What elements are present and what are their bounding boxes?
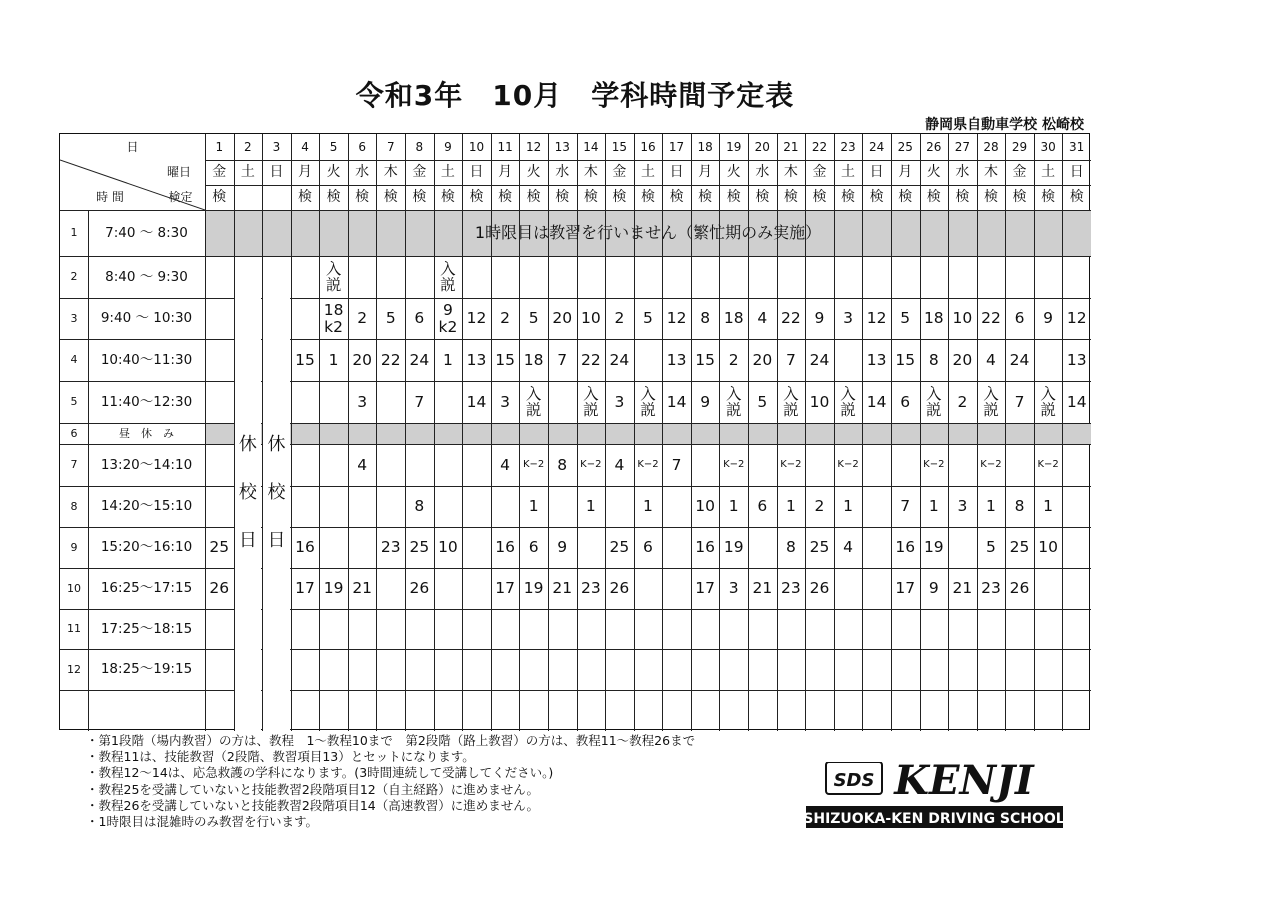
weekday: 火 <box>926 164 941 181</box>
schedule-cell: 1 <box>585 497 596 516</box>
schedule-cell: 入 説 <box>525 384 542 419</box>
weekday: 火 <box>726 164 741 181</box>
period-time: 11:40～12:30 <box>100 393 193 410</box>
day-number: 12 <box>526 139 542 154</box>
period-number: 2 <box>70 270 78 284</box>
schedule-cell: 1 <box>785 497 796 516</box>
school-name: 静岡県自動車学校 松崎校 <box>925 117 1084 133</box>
schedule-cell: 入 説 <box>583 384 599 419</box>
day-number: 15 <box>611 139 628 154</box>
schedule-cell: 6 <box>528 538 539 557</box>
day-number: 8 <box>415 139 424 154</box>
weekday: 月 <box>498 164 513 181</box>
period-time: 18:25～19:15 <box>100 661 193 678</box>
schedule-cell: 10 <box>1038 538 1058 557</box>
schedule-cell: 18 <box>923 309 944 328</box>
weekday: 金 <box>212 164 227 181</box>
schedule-cell: 23 <box>380 538 401 557</box>
schedule-cell: 6 <box>900 392 911 411</box>
schedule-cell: K−2 <box>580 458 602 470</box>
kentei-mark: 検 <box>926 189 941 206</box>
schedule-cell: 14 <box>466 392 487 411</box>
schedule-cell: 6 <box>643 538 653 557</box>
schedule-cell: 9 k2 <box>438 301 458 336</box>
schedule-cell: 2 <box>357 309 368 328</box>
schedule-cell: 13 <box>466 350 487 369</box>
kentei-mark: 検 <box>469 189 484 206</box>
weekday: 日 <box>269 164 284 181</box>
weekday: 火 <box>526 164 541 181</box>
day-number: 27 <box>954 139 971 154</box>
day-number: 3 <box>272 139 281 154</box>
weekday: 水 <box>755 164 770 181</box>
kentei-mark: 検 <box>526 189 541 206</box>
schedule-cell: 10 <box>809 392 830 411</box>
schedule-cell: 7 <box>557 350 568 369</box>
schedule-cell: 14 <box>866 392 887 411</box>
schedule-cell: 2 <box>728 350 739 369</box>
weekday: 月 <box>298 164 313 181</box>
kentei-mark: 検 <box>1069 189 1084 206</box>
kentei-mark: 検 <box>841 189 856 206</box>
day-number: 24 <box>868 139 885 154</box>
period-time: 8:40 ～ 9:30 <box>105 268 188 285</box>
schedule-cell: 23 <box>580 579 601 598</box>
schedule-cell: 5 <box>986 538 996 557</box>
day-number: 22 <box>811 139 828 154</box>
schedule-cell: 21 <box>352 579 373 598</box>
grid-row-line <box>60 256 1091 257</box>
time-header: 時 間 <box>96 190 124 205</box>
schedule-cell: 23 <box>981 579 1001 598</box>
schedule-cell: K−2 <box>723 458 745 470</box>
day-number: 26 <box>926 139 942 154</box>
lunch-band <box>205 423 1091 444</box>
kentei-mark <box>262 185 291 210</box>
schedule-cell: K−2 <box>980 458 1002 470</box>
lunch-label: 昼 休 み <box>119 426 174 440</box>
kentei-mark: 検 <box>412 189 427 206</box>
schedule-cell: 入 説 <box>440 259 456 294</box>
grid-row-line <box>60 690 1091 691</box>
schedule-cell: 17 <box>895 579 916 598</box>
holiday-char: 日 <box>238 529 257 551</box>
schedule-cell: 18 <box>523 350 544 369</box>
kentei-mark: 検 <box>298 189 313 206</box>
schedule-cell: 3 <box>728 579 739 598</box>
weekday: 月 <box>698 164 713 181</box>
schedule-cell: 16 <box>295 538 315 557</box>
period-number: 1 <box>70 226 78 240</box>
schedule-cell: 26 <box>809 579 830 598</box>
kentei-mark <box>234 185 263 210</box>
weekday: 月 <box>898 164 913 181</box>
schedule-cell: 入 説 <box>1040 384 1056 419</box>
schedule-cell: 25 <box>1009 538 1030 557</box>
logo-tagline: SHIZUOKA-KEN DRIVING SCHOOL <box>806 811 1063 827</box>
schedule-cell: K−2 <box>1037 458 1059 470</box>
kentei-mark: 検 <box>755 189 770 206</box>
schedule-cell: 12 <box>866 309 887 328</box>
day-number: 14 <box>583 139 599 154</box>
schedule-table <box>59 133 1090 730</box>
schedule-cell: 8 <box>928 350 939 369</box>
schedule-cell: 26 <box>1009 579 1030 598</box>
kentei-mark: 検 <box>726 189 741 206</box>
schedule-cell: 17 <box>695 579 716 598</box>
weekday: 日 <box>469 164 484 181</box>
schedule-cell: 17 <box>295 579 315 598</box>
schedule-cell: 7 <box>785 350 796 369</box>
kentei-mark: 検 <box>669 189 684 206</box>
schedule-cell: 25 <box>609 538 630 557</box>
note-line: ・教程26を受講していないと技能教習2段階項目14（高速教習）に進めません。 <box>86 797 540 813</box>
period-number: 9 <box>70 540 78 554</box>
day-number: 19 <box>726 139 742 154</box>
note-line: ・1時限目は混雑時のみ教習を行います。 <box>86 814 318 830</box>
schedule-cell: 21 <box>552 579 573 598</box>
holiday-char: 休 <box>238 433 257 455</box>
weekday: 水 <box>555 164 570 181</box>
day-number: 4 <box>301 139 309 154</box>
schedule-cell: 10 <box>438 538 458 557</box>
weekday: 土 <box>640 164 655 181</box>
schedule-cell: 24 <box>609 350 630 369</box>
schedule-cell: 3 <box>500 392 511 411</box>
period1-notice: 1時限目は教習を行いません（繁忙期のみ実施） <box>474 222 822 242</box>
day-number: 28 <box>983 139 999 154</box>
kentei-mark: 検 <box>783 189 798 206</box>
kentei-mark: 検 <box>698 189 713 206</box>
schedule-cell: 13 <box>1066 350 1087 369</box>
schedule-cell: 8 <box>557 455 568 474</box>
weekday: 日 <box>669 164 684 181</box>
schedule-cell: 5 <box>757 392 768 411</box>
notes <box>86 733 695 830</box>
kentei-mark: 検 <box>869 189 884 206</box>
period-time: 14:20～15:10 <box>100 498 193 515</box>
schedule-cell: 9 <box>700 392 711 411</box>
logo-brand-text: KENJI <box>894 762 1034 804</box>
schedule-cell: 4 <box>357 455 368 474</box>
weekday: 木 <box>383 164 398 181</box>
kentei-header: 検定 <box>168 190 193 205</box>
schedule-cell: 25 <box>209 538 230 557</box>
weekday: 金 <box>412 164 427 181</box>
day-number: 2 <box>244 139 252 154</box>
day-number: 6 <box>358 139 366 154</box>
weekday: 土 <box>841 164 856 181</box>
schedule-cell: 1 <box>643 497 653 516</box>
kentei-mark: 検 <box>983 189 998 206</box>
period-time: 10:40～11:30 <box>100 351 193 368</box>
schedule-cell: 21 <box>752 579 773 598</box>
schedule-cell: 5 <box>528 309 539 328</box>
kentei-mark: 検 <box>898 189 913 206</box>
kentei-mark: 検 <box>612 189 627 206</box>
kentei-mark: 検 <box>212 189 227 206</box>
weekday: 土 <box>1041 164 1056 181</box>
kentei-mark: 検 <box>555 189 570 206</box>
schedule-cell: 18 <box>723 309 744 328</box>
note-line: ・教程12～14は、応急救護の学科になります。(3時間連続して受講してください。) <box>86 765 554 781</box>
schedule-cell: 12 <box>1066 309 1087 328</box>
note-line: ・教程11は、技能教習（2段階、教習項目13）とセットになります。 <box>86 749 475 765</box>
schedule-cell: 17 <box>495 579 515 598</box>
kentei-mark: 検 <box>1041 189 1056 206</box>
period-number: 4 <box>70 353 78 367</box>
schedule-cell: 14 <box>1066 392 1087 411</box>
schedule-cell: 1 <box>986 497 996 516</box>
weekday: 火 <box>326 164 341 181</box>
schedule-cell: 8 <box>700 309 711 328</box>
note-line: ・第1段階（場内教習）の方は、教程 1～教程10まで 第2段階（路上教習）の方は、教程11～教程26まで <box>86 733 696 748</box>
schedule-cell: K−2 <box>837 458 859 470</box>
schedule-cell: 24 <box>1009 350 1030 369</box>
kentei-mark: 検 <box>640 189 655 206</box>
schedule-cell: 25 <box>409 538 430 557</box>
period-time: 16:25～17:15 <box>100 580 193 597</box>
period-number: 5 <box>70 395 78 409</box>
schedule-cell: 2 <box>814 497 825 516</box>
schedule-cell: 12 <box>666 309 687 328</box>
schedule-cell: K−2 <box>923 458 945 470</box>
holiday-char: 校 <box>267 481 286 503</box>
schedule-cell: 2 <box>957 392 968 411</box>
schedule-cell: 1 <box>728 497 739 516</box>
schedule-cell: 4 <box>757 309 768 328</box>
schedule-cell: 23 <box>781 579 801 598</box>
kentei-mark: 検 <box>498 189 513 206</box>
day-number: 13 <box>554 139 570 154</box>
period-time: 9:40 ～ 10:30 <box>100 310 193 327</box>
schedule-cell: 10 <box>952 309 973 328</box>
period-number: 3 <box>70 311 78 325</box>
day-number: 23 <box>840 139 856 154</box>
grid-row-line <box>60 423 1091 424</box>
weekday: 木 <box>983 164 998 181</box>
schedule-cell: 9 <box>1043 309 1054 328</box>
schedule-cell: 22 <box>781 309 801 328</box>
schedule-cell: 5 <box>643 309 653 328</box>
schedule-cell: 6 <box>414 309 425 328</box>
kentei-mark: 検 <box>440 189 455 206</box>
holiday-char: 校 <box>238 481 257 503</box>
schedule-cell: 15 <box>695 350 716 369</box>
period-number: 12 <box>67 662 81 676</box>
schedule-cell: 3 <box>957 497 968 516</box>
weekday: 金 <box>812 164 827 181</box>
period-number: 8 <box>70 499 78 513</box>
schedule-cell: 20 <box>952 350 973 369</box>
schedule-cell: 25 <box>809 538 830 557</box>
day-number: 16 <box>640 139 656 154</box>
schedule-cell: 1 <box>1043 497 1054 516</box>
weekday: 金 <box>1012 164 1027 181</box>
kentei-mark: 検 <box>383 189 398 206</box>
holiday-char: 日 <box>267 529 286 551</box>
schedule-cell: 19 <box>523 579 544 598</box>
schedule-cell: 7 <box>900 497 911 516</box>
kentei-mark: 検 <box>812 189 827 206</box>
schedule-cell: 22 <box>580 350 601 369</box>
schedule-cell: 9 <box>928 579 939 598</box>
schedule-cell: 15 <box>295 350 315 369</box>
day-number: 9 <box>444 139 452 154</box>
schedule-cell: 2 <box>614 309 625 328</box>
kentei-mark: 検 <box>326 189 341 206</box>
day-number: 5 <box>329 139 338 154</box>
weekday: 日 <box>1069 164 1084 181</box>
weekday: 土 <box>240 164 255 181</box>
weekday: 日 <box>869 164 884 181</box>
schedule-cell: 24 <box>809 350 830 369</box>
logo-graphic <box>806 762 1063 830</box>
schedule-cell: 入 説 <box>983 384 999 419</box>
kenji-logo <box>806 762 1063 830</box>
period-time: 17:25～18:15 <box>100 620 193 637</box>
schedule-cell: 4 <box>614 455 625 474</box>
schedule-cell: 13 <box>666 350 687 369</box>
schedule-cell: 26 <box>609 579 630 598</box>
schedule-cell: 3 <box>614 392 625 411</box>
day-number: 25 <box>897 139 913 154</box>
grid-row-line <box>60 609 1091 610</box>
schedule-cell: 1 <box>328 350 339 369</box>
day-number: 21 <box>783 139 799 154</box>
note-line: ・教程25を受講していないと技能教習2段階項目12（自主経路）に進めません。 <box>86 781 540 797</box>
schedule-cell: 26 <box>209 579 230 598</box>
schedule-cell: 22 <box>380 350 401 369</box>
period-time: 15:20～16:10 <box>100 539 193 556</box>
day-number: 17 <box>668 139 685 154</box>
kentei-mark: 検 <box>583 189 598 206</box>
day-header: 日 <box>126 139 139 154</box>
kentei-mark: 検 <box>1012 189 1027 206</box>
period-number: 7 <box>70 458 78 472</box>
schedule-cell: 21 <box>952 579 973 598</box>
period-number: 10 <box>67 581 81 595</box>
schedule-cell: K−2 <box>780 458 802 470</box>
schedule-cell: 9 <box>814 309 825 328</box>
schedule-cell: 3 <box>843 309 853 328</box>
schedule-cell: 6 <box>1014 309 1025 328</box>
schedule-cell: 4 <box>843 538 853 557</box>
day-number: 31 <box>1069 139 1085 154</box>
day-number: 20 <box>754 139 770 154</box>
schedule-cell: 14 <box>666 392 687 411</box>
day-number: 1 <box>215 139 224 154</box>
period-number: 6 <box>70 426 78 440</box>
day-number: 18 <box>697 139 713 154</box>
page-title: 令和3年 10月 学科時間予定表 <box>355 79 795 112</box>
schedule-cell: 7 <box>1014 392 1025 411</box>
schedule-cell: 8 <box>1014 497 1025 516</box>
weekday: 木 <box>583 164 598 181</box>
schedule-cell: 13 <box>866 350 887 369</box>
schedule-cell: 26 <box>409 579 430 598</box>
schedule-cell: K−2 <box>523 458 545 470</box>
schedule-cell: 15 <box>895 350 916 369</box>
schedule-cell: 16 <box>895 538 916 557</box>
schedule-cell: 7 <box>414 392 425 411</box>
schedule-cell: 入 説 <box>725 384 742 419</box>
schedule-cell: 入 説 <box>325 259 342 294</box>
schedule-cell: 1 <box>843 497 853 516</box>
schedule-cell: 3 <box>357 392 368 411</box>
weekday-header: 曜日 <box>166 165 191 180</box>
schedule-cell: 15 <box>495 350 515 369</box>
grid-row-line <box>60 649 1091 650</box>
schedule-cell: 16 <box>695 538 716 557</box>
schedule-cell: 19 <box>323 579 344 598</box>
day-number: 11 <box>497 139 513 154</box>
kentei-mark: 検 <box>955 189 970 206</box>
schedule-cell: 10 <box>695 497 716 516</box>
period-time: 7:40 ～ 8:30 <box>105 224 188 241</box>
day-number: 30 <box>1040 139 1056 154</box>
schedule-cell: 20 <box>552 309 573 328</box>
day-number: 7 <box>386 139 395 154</box>
schedule-cell: 9 <box>557 538 568 557</box>
schedule-cell: 入 説 <box>640 384 656 419</box>
schedule-cell: 8 <box>785 538 796 557</box>
schedule-cell: 22 <box>981 309 1001 328</box>
schedule-cell: 4 <box>500 455 511 474</box>
holiday-char: 休 <box>267 433 286 455</box>
schedule-cell: 5 <box>385 309 396 328</box>
schedule-cell: 10 <box>580 309 601 328</box>
logo-badge-text: SDS <box>833 770 875 791</box>
schedule-cell: K−2 <box>637 458 659 470</box>
schedule-cell: 20 <box>752 350 773 369</box>
weekday: 木 <box>783 164 798 181</box>
schedule-cell: 1 <box>442 350 453 369</box>
schedule-cell: 入 説 <box>840 384 856 419</box>
schedule-cell: 1 <box>928 497 939 516</box>
kentei-mark: 検 <box>355 189 370 206</box>
schedule-cell: 4 <box>986 350 996 369</box>
schedule-cell: 6 <box>757 497 768 516</box>
weekday: 水 <box>355 164 370 181</box>
schedule-cell: 20 <box>352 350 373 369</box>
schedule-cell: 18 k2 <box>323 301 344 336</box>
schedule-cell: 2 <box>500 309 511 328</box>
schedule-cell: 入 説 <box>783 384 799 419</box>
schedule-cell: 19 <box>723 538 744 557</box>
schedule-cell: 8 <box>414 497 425 516</box>
schedule-cell: 入 説 <box>926 384 942 419</box>
day-number: 29 <box>1011 139 1028 154</box>
day-number: 10 <box>468 139 485 154</box>
weekday: 水 <box>955 164 970 181</box>
schedule-cell: 1 <box>528 497 539 516</box>
weekday: 土 <box>440 164 455 181</box>
schedule-cell: 5 <box>900 309 911 328</box>
schedule-cell: 12 <box>466 309 487 328</box>
schedule-cell: 16 <box>495 538 515 557</box>
weekday: 金 <box>612 164 627 181</box>
schedule-cell: 7 <box>671 455 682 474</box>
schedule-cell: 19 <box>923 538 944 557</box>
schedule-cell: 24 <box>409 350 430 369</box>
period-time: 13:20～14:10 <box>100 456 193 473</box>
period-number: 11 <box>67 622 81 636</box>
